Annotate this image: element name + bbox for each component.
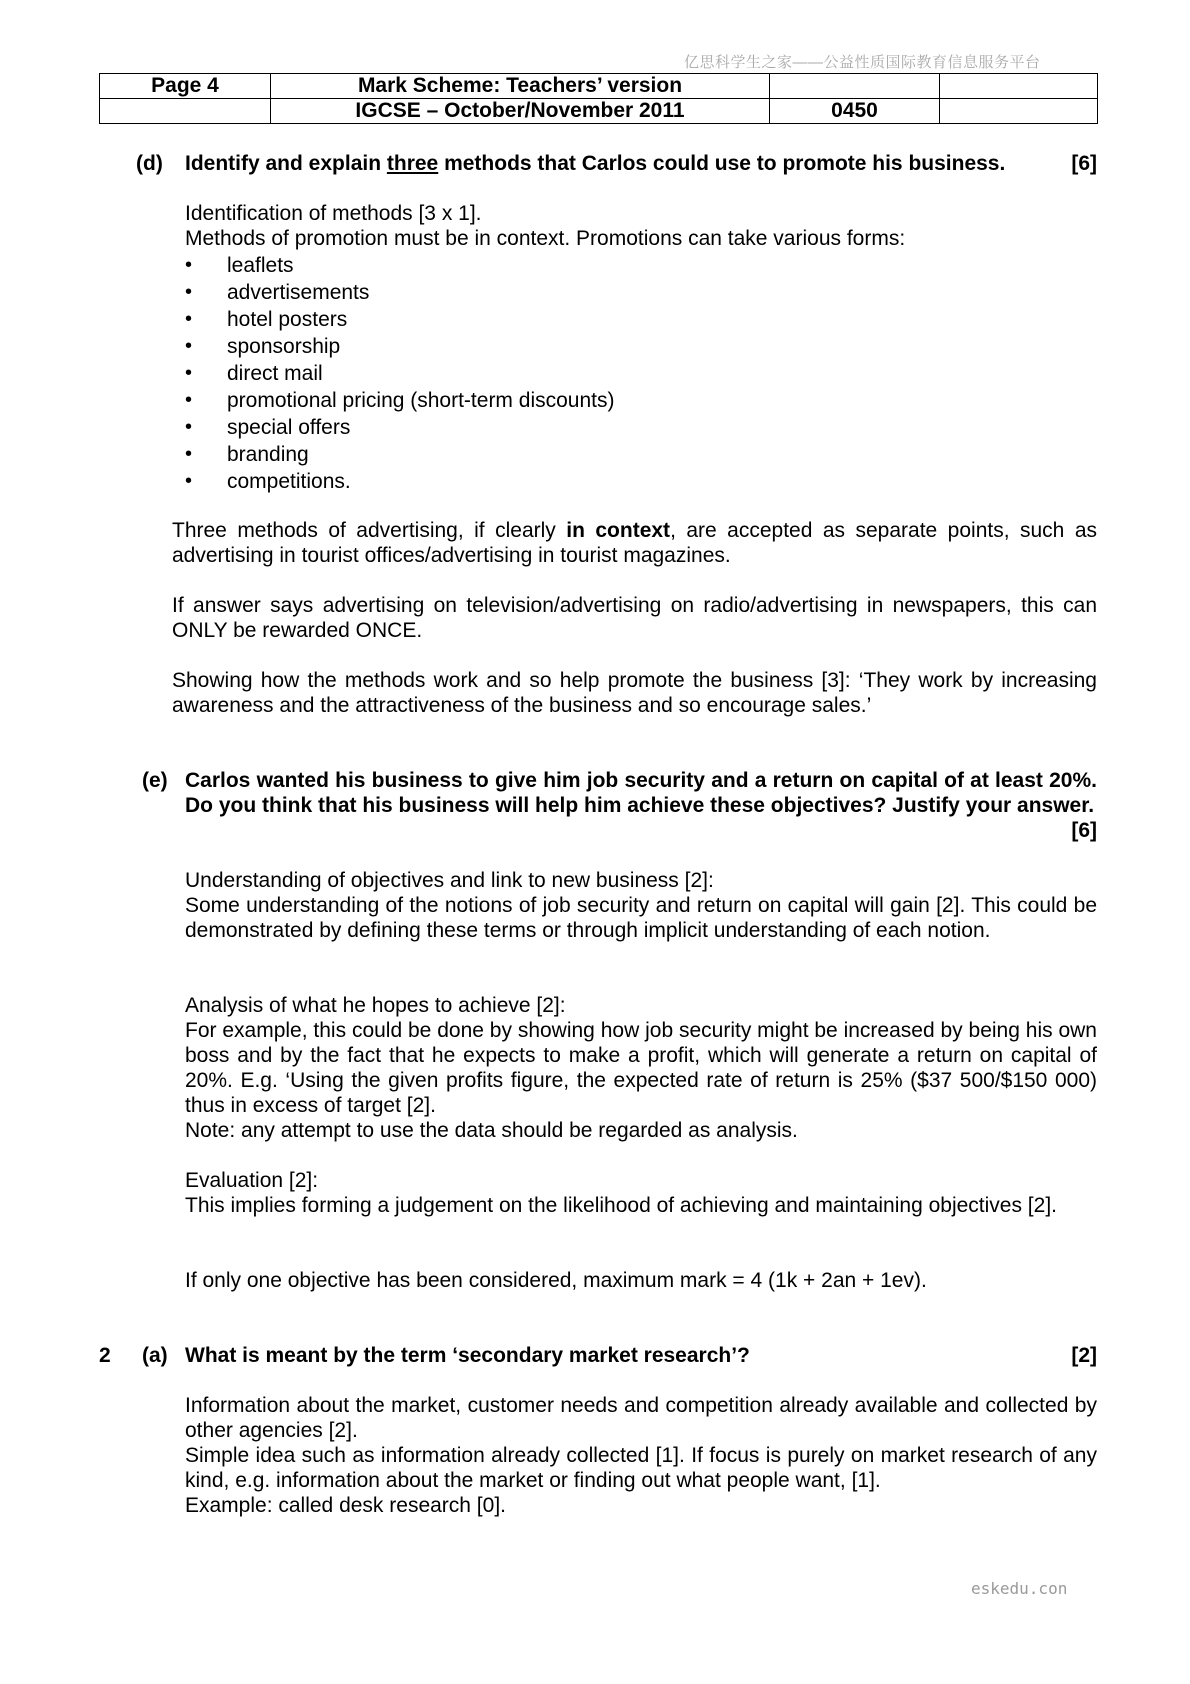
list-item: • special offers <box>185 414 1097 441</box>
q1e-max-mark: If only one objective has been considered, maximum mark = 4 (1k + 2an + 1ev). <box>185 1269 927 1292</box>
q1e-evaluation: Evaluation [2]: This implies forming a judgement on the likelihood of achieving and maintaining objectives [2]. <box>185 1169 1057 1217</box>
q1d-para-media: If answer says advertising on television/advertising on radio/advertising in newspapers, this can ONLY be rewarded ONCE. <box>172 594 1097 642</box>
empty-cell <box>940 99 1098 124</box>
q1e-question: Carlos wanted his business to give him job security and a return on capital of at least 20%. Do you think that his business will help him achieve these objectives? Justify your answer. <box>185 769 1097 817</box>
list-item: • leaflets <box>185 252 1097 279</box>
scheme-title: Mark Scheme: Teachers’ version <box>271 74 770 99</box>
q1d-underlined-word: three <box>386 152 439 175</box>
empty-cell <box>940 74 1098 99</box>
syllabus-code: 0450 <box>770 99 940 124</box>
header-table <box>99 73 1098 124</box>
q2a-label: (a) <box>142 1344 168 1367</box>
q1d-bullet-list <box>185 252 1097 495</box>
q2a-question: What is meant by the term ‘secondary market research’? [2] <box>185 1344 1097 1367</box>
list-item: • direct mail <box>185 360 1097 387</box>
empty-cell <box>770 74 940 99</box>
q1e-label: (e) <box>142 769 168 792</box>
q1e-marks: [6] <box>1071 819 1097 842</box>
q1d-answer-intro <box>185 201 1097 495</box>
watermark-bottom: eskedu.con <box>971 1579 1068 1598</box>
q2a-answer: Information about the market, customer needs and competition already available and collected by other agencies [2]. Simple idea such as information already collected [1]. If focus is purely on market research of any kind, e.g. information about the market or finding out what people want, [1]. Example: called desk research [0]. <box>185 1394 1097 1517</box>
q1d-question: Identify and explain three methods that Carlos could use to promote his business. [6] <box>185 152 1097 175</box>
list-item: • branding <box>185 441 1097 468</box>
q2-number: 2 <box>99 1344 111 1367</box>
list-item: • advertisements <box>185 279 1097 306</box>
exam-session: IGCSE – October/November 2011 <box>271 99 770 124</box>
watermark-top: 亿思科学生之家——公益性质国际教育信息服务平台 <box>684 54 1041 71</box>
list-item: • hotel posters <box>185 306 1097 333</box>
list-item: • competitions. <box>185 468 1097 495</box>
q1d-para-context: Three methods of advertising, if clearly in context, are accepted as separate points, such as advertising in tourist offices/advertising in tourist magazines. <box>172 519 1098 567</box>
q1d-identification: Identification of methods [3 x 1]. <box>185 202 482 225</box>
q1d-intro: Methods of promotion must be in context. Promotions can take various forms: <box>185 227 906 250</box>
list-item: • promotional pricing (short-term discounts) <box>185 387 1097 414</box>
q2a-marks: [2] <box>1071 1344 1097 1367</box>
list-item: • sponsorship <box>185 333 1097 360</box>
q1d-marks: [6] <box>1071 152 1097 175</box>
empty-cell <box>100 99 271 124</box>
q1e-analysis: Analysis of what he hopes to achieve [2]: For example, this could be done by showing how job security might be increased by being his own boss and by the fact that he expects to make a profit, which will generate a return on capital of 20%. E.g. ‘Using the given profits figure, the expected rate of return is 25% ($37 500/$150 000) thus in excess of target [2]. Note: any attempt to use the data should be regarded as analysis. <box>185 994 1097 1142</box>
q1d-label: (d) <box>136 152 163 175</box>
q1e-understanding: Understanding of objectives and link to new business [2]: Some understanding of the notions of job security and return on capital will gain [2]. This could be demonstrated by defining these terms or through implicit understanding of each notion. <box>185 869 1097 942</box>
q1d-para-methods: Showing how the methods work and so help promote the business [3]: ‘They work by increasing awareness and the attractiveness of the business and so encourage sales.’ <box>172 669 1097 717</box>
page-number: Page 4 <box>100 74 271 99</box>
